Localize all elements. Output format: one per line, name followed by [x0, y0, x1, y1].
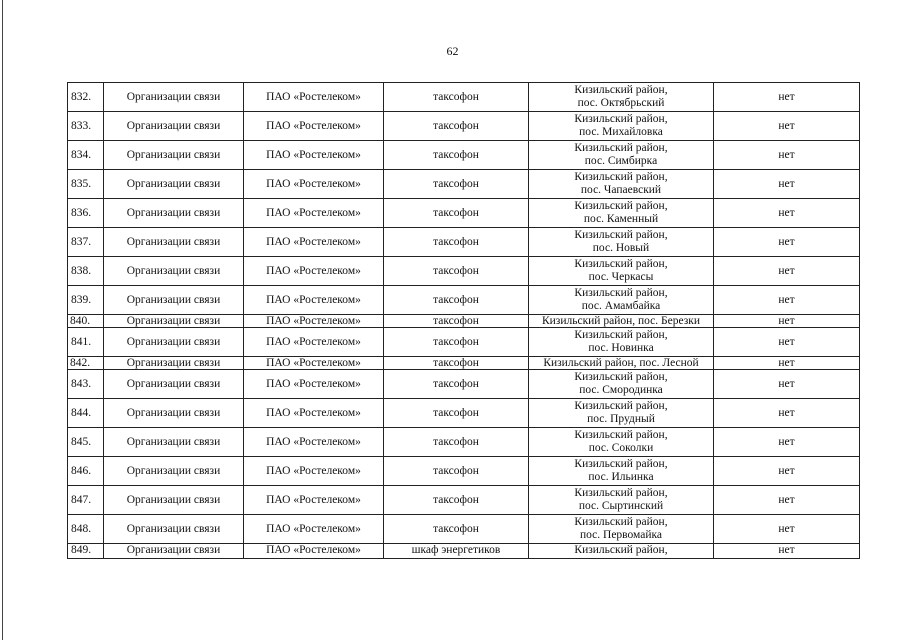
category-cell: Организации связи: [104, 315, 244, 328]
page-left-border: [2, 0, 3, 640]
owner-cell: ПАО «Ростелеком»: [244, 83, 384, 112]
category-cell: Организации связи: [104, 141, 244, 170]
object-type-cell: таксофон: [384, 286, 529, 315]
row-number-cell: 834.: [68, 141, 104, 170]
owner-cell: ПАО «Ростелеком»: [244, 486, 384, 515]
row-number-cell: 842.: [68, 357, 104, 370]
category-cell: Организации связи: [104, 328, 244, 357]
status-cell: нет: [714, 457, 860, 486]
address-cell: [529, 515, 714, 544]
status-cell: нет: [714, 170, 860, 199]
status-cell: нет: [714, 112, 860, 141]
object-type-cell: таксофон: [384, 457, 529, 486]
address-line-2: пос. Амамбайка: [581, 300, 661, 312]
table-row: [68, 370, 860, 399]
category-cell: Организации связи: [104, 486, 244, 515]
status-cell: нет: [714, 515, 860, 544]
owner-cell: ПАО «Ростелеком»: [244, 199, 384, 228]
status-cell: нет: [714, 486, 860, 515]
address-line-1: Кизильский район,: [574, 171, 668, 183]
address-line-1: Кизильский район,: [574, 516, 668, 528]
address-line-2: пос. Новинка: [588, 342, 654, 354]
status-cell: нет: [714, 315, 860, 328]
address-line-2: пос. Октябрьский: [577, 97, 665, 109]
row-number-cell: 846.: [68, 457, 104, 486]
owner-cell: ПАО «Ростелеком»: [244, 141, 384, 170]
table-row: [68, 112, 860, 141]
status-cell: нет: [714, 544, 860, 559]
address-cell: [529, 286, 714, 315]
address-line-1: Кизильский район,: [574, 429, 668, 441]
address-line-1: Кизильский район,: [574, 329, 668, 341]
row-number-cell: 840.: [68, 315, 104, 328]
owner-cell: ПАО «Ростелеком»: [244, 370, 384, 399]
category-cell: Организации связи: [104, 112, 244, 141]
table-row: [68, 141, 860, 170]
owner-cell: ПАО «Ростелеком»: [244, 328, 384, 357]
address-line-1: Кизильский район, пос. Лесной: [543, 356, 699, 369]
category-cell: Организации связи: [104, 228, 244, 257]
address-line-1: Кизильский район,: [574, 113, 668, 125]
category-cell: Организации связи: [104, 370, 244, 399]
address-cell: [529, 457, 714, 486]
table-row: [68, 315, 860, 328]
address-cell: [529, 170, 714, 199]
category-cell: Организации связи: [104, 399, 244, 428]
address-line-2: пос. Сыртинский: [578, 500, 664, 512]
object-type-cell: таксофон: [384, 370, 529, 399]
address-line-1: Кизильский район,: [574, 142, 668, 154]
object-type-cell: таксофон: [384, 257, 529, 286]
status-cell: нет: [714, 370, 860, 399]
owner-cell: ПАО «Ростелеком»: [244, 399, 384, 428]
table-row: [68, 286, 860, 315]
address-line-2: пос. Черкасы: [588, 271, 654, 283]
address-line-2: пос. Каменный: [583, 213, 659, 225]
row-number-cell: 845.: [68, 428, 104, 457]
address-cell: [529, 315, 714, 328]
object-type-cell: таксофон: [384, 83, 529, 112]
category-cell: Организации связи: [104, 357, 244, 370]
category-cell: Организации связи: [104, 286, 244, 315]
object-type-cell: таксофон: [384, 486, 529, 515]
row-number-cell: 837.: [68, 228, 104, 257]
category-cell: Организации связи: [104, 544, 244, 559]
category-cell: Организации связи: [104, 199, 244, 228]
status-cell: нет: [714, 399, 860, 428]
category-cell: Организации связи: [104, 428, 244, 457]
object-type-cell: таксофон: [384, 112, 529, 141]
table-row: [68, 83, 860, 112]
row-number-cell: 835.: [68, 170, 104, 199]
owner-cell: ПАО «Ростелеком»: [244, 112, 384, 141]
category-cell: Организации связи: [104, 257, 244, 286]
owner-cell: ПАО «Ростелеком»: [244, 428, 384, 457]
category-cell: Организации связи: [104, 83, 244, 112]
address-line-1: Кизильский район,: [574, 84, 668, 96]
status-cell: нет: [714, 357, 860, 370]
status-cell: нет: [714, 228, 860, 257]
address-line-1: Кизильский район,: [574, 229, 668, 241]
address-line-1: Кизильский район,: [574, 400, 668, 412]
object-type-cell: таксофон: [384, 199, 529, 228]
row-number-cell: 849.: [68, 544, 104, 559]
object-type-cell: таксофон: [384, 357, 529, 370]
address-cell: [529, 83, 714, 112]
owner-cell: ПАО «Ростелеком»: [244, 457, 384, 486]
address-line-2: пос. Соколки: [588, 442, 654, 454]
address-cell: [529, 328, 714, 357]
object-type-cell: таксофон: [384, 315, 529, 328]
owner-cell: ПАО «Ростелеком»: [244, 357, 384, 370]
object-type-cell: таксофон: [384, 515, 529, 544]
table-row: [68, 199, 860, 228]
owner-cell: ПАО «Ростелеком»: [244, 544, 384, 559]
owner-cell: ПАО «Ростелеком»: [244, 286, 384, 315]
row-number-cell: 838.: [68, 257, 104, 286]
object-type-cell: таксофон: [384, 328, 529, 357]
table-row: [68, 486, 860, 515]
address-cell: [529, 370, 714, 399]
object-type-cell: таксофон: [384, 399, 529, 428]
row-number-cell: 843.: [68, 370, 104, 399]
address-cell: [529, 228, 714, 257]
registry-table: [67, 82, 860, 559]
status-cell: нет: [714, 286, 860, 315]
address-cell: [529, 486, 714, 515]
address-line-2: пос. Михайловка: [579, 126, 663, 138]
table-row: [68, 228, 860, 257]
status-cell: нет: [714, 199, 860, 228]
registry-table-body: [68, 83, 860, 559]
row-number-cell: 836.: [68, 199, 104, 228]
owner-cell: ПАО «Ростелеком»: [244, 170, 384, 199]
address-line-2: пос. Первомайка: [579, 529, 663, 541]
address-cell: [529, 199, 714, 228]
owner-cell: ПАО «Ростелеком»: [244, 228, 384, 257]
address-cell: [529, 257, 714, 286]
address-line-1: Кизильский район,: [574, 371, 668, 383]
category-cell: Организации связи: [104, 170, 244, 199]
page-number: 62: [446, 44, 459, 58]
owner-cell: ПАО «Ростелеком»: [244, 515, 384, 544]
address-line-2: пос. Чапаевский: [580, 184, 662, 196]
address-cell: [529, 357, 714, 370]
row-number-cell: 833.: [68, 112, 104, 141]
address-cell: [529, 141, 714, 170]
row-number-cell: 844.: [68, 399, 104, 428]
table-row: [68, 544, 860, 559]
address-line-2: пос. Прудный: [587, 413, 655, 425]
address-line-2: пос. Симбирка: [584, 155, 658, 167]
table-row: [68, 399, 860, 428]
address-line-1: Кизильский район,: [574, 458, 668, 470]
address-line-1: Кизильский район,: [574, 200, 668, 212]
object-type-cell: шкаф энергетиков: [384, 544, 529, 559]
status-cell: нет: [714, 257, 860, 286]
address-cell: [529, 544, 714, 559]
address-line-1: Кизильский район,: [574, 287, 668, 299]
table-row: [68, 257, 860, 286]
table-row: [68, 457, 860, 486]
owner-cell: ПАО «Ростелеком»: [244, 257, 384, 286]
address-line-1: Кизильский район,: [574, 487, 668, 499]
status-cell: нет: [714, 141, 860, 170]
address-line-2: пос. Ильинка: [588, 471, 654, 483]
table-row: [68, 515, 860, 544]
address-line-2: пос. Новый: [592, 242, 650, 254]
status-cell: нет: [714, 83, 860, 112]
row-number-cell: 832.: [68, 83, 104, 112]
address-line-1: Кизильский район,: [574, 258, 668, 270]
table-row: [68, 170, 860, 199]
object-type-cell: таксофон: [384, 228, 529, 257]
status-cell: нет: [714, 328, 860, 357]
address-line-1: Кизильский район, пос. Березки: [541, 314, 701, 327]
row-number-cell: 848.: [68, 515, 104, 544]
address-cell: [529, 428, 714, 457]
table-row: [68, 357, 860, 370]
object-type-cell: таксофон: [384, 141, 529, 170]
address-line-2: пос. Смородинка: [579, 384, 663, 396]
row-number-cell: 847.: [68, 486, 104, 515]
object-type-cell: таксофон: [384, 428, 529, 457]
row-number-cell: 841.: [68, 328, 104, 357]
table-row: [68, 428, 860, 457]
category-cell: Организации связи: [104, 515, 244, 544]
owner-cell: ПАО «Ростелеком»: [244, 315, 384, 328]
row-number-cell: 839.: [68, 286, 104, 315]
category-cell: Организации связи: [104, 457, 244, 486]
address-cell: [529, 399, 714, 428]
table-row: [68, 328, 860, 357]
address-cell: [529, 112, 714, 141]
object-type-cell: таксофон: [384, 170, 529, 199]
address-line-1: Кизильский район,: [574, 544, 668, 556]
status-cell: нет: [714, 428, 860, 457]
